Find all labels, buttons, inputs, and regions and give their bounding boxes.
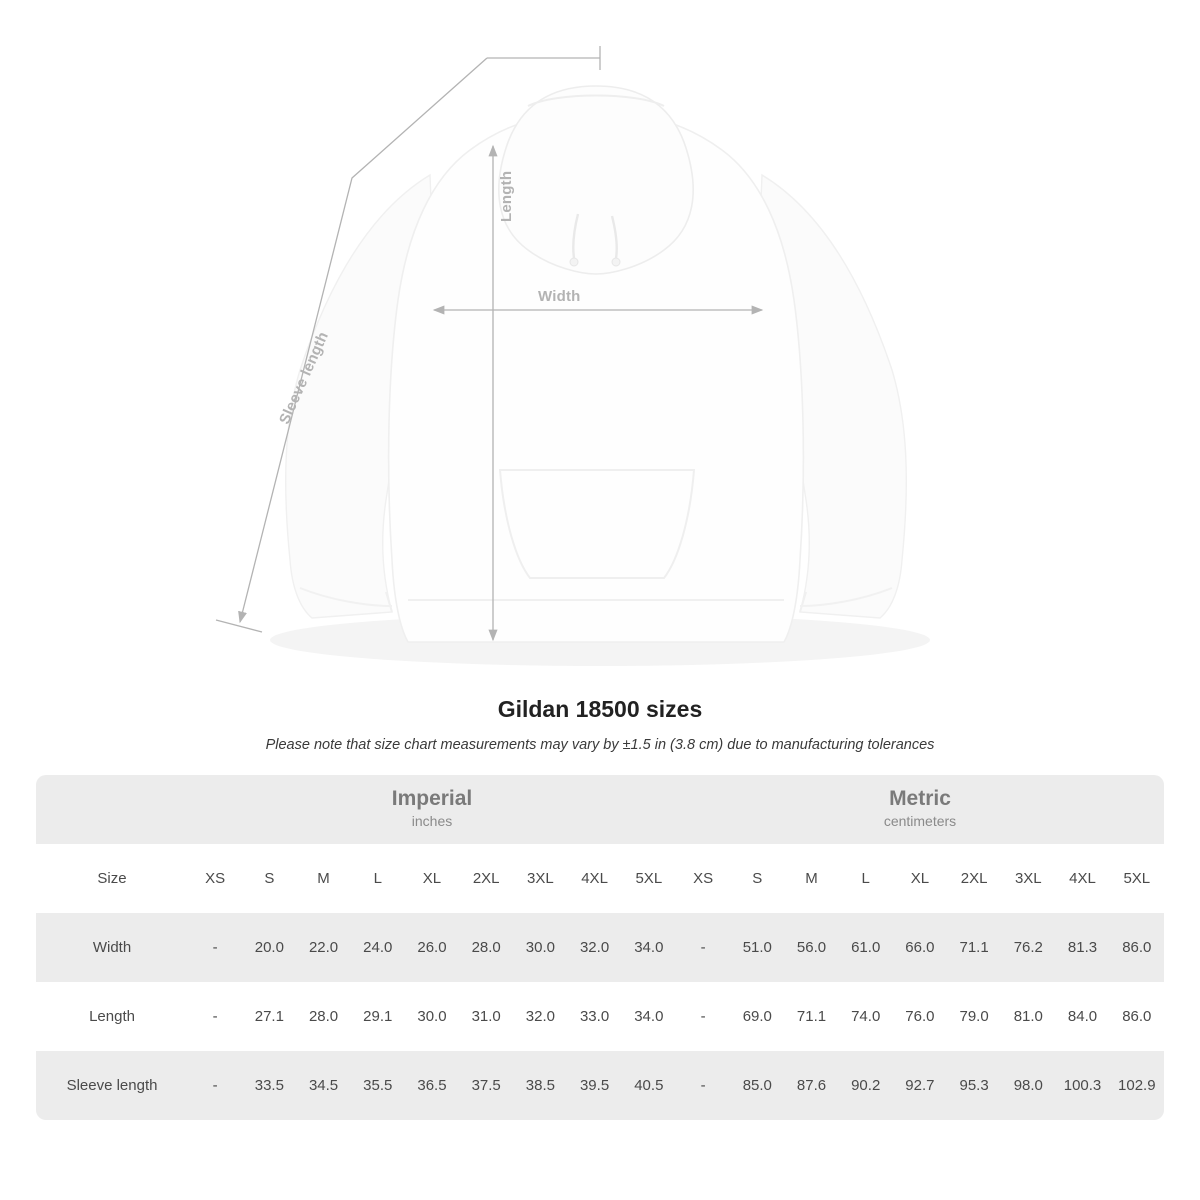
width-metric-m: 56.0 (784, 913, 838, 982)
width-imperial-xl: 26.0 (405, 913, 459, 982)
sleeve-imperial-2xl: 37.5 (459, 1051, 513, 1120)
sleeve-imperial-s: 33.5 (242, 1051, 296, 1120)
size-cell-imperial-xl: XL (405, 844, 459, 913)
length-metric-m: 71.1 (784, 982, 838, 1051)
tolerance-note: Please note that size chart measurements may vary by ±1.5 in (3.8 cm) due to manufacturing tolerances (265, 737, 935, 753)
row-label-length: Length (36, 982, 188, 1051)
width-metric-xl: 66.0 (893, 913, 947, 982)
length-metric-s: 69.0 (730, 982, 784, 1051)
width-metric-s: 51.0 (730, 913, 784, 982)
size-cell-imperial-xs: XS (188, 844, 242, 913)
size-cell-metric-4xl: 4XL (1055, 844, 1109, 913)
size-table (36, 775, 1164, 1120)
width-metric-2xl: 71.1 (947, 913, 1001, 982)
metric-unit: centimeters (883, 813, 957, 830)
size-cell-imperial-5xl: 5XL (622, 844, 676, 913)
width-imperial-l: 24.0 (351, 913, 405, 982)
sleeve-imperial-xs: - (188, 1051, 242, 1120)
size-cell-metric-2xl: 2XL (947, 844, 1001, 913)
size-cell-imperial-4xl: 4XL (567, 844, 621, 913)
size-cell-metric-5xl: 5XL (1110, 844, 1164, 913)
length-imperial-s: 27.1 (242, 982, 296, 1051)
length-metric-l: 74.0 (839, 982, 893, 1051)
size-cell-imperial-s: S (242, 844, 296, 913)
chart-heading (0, 696, 1200, 753)
unit-system-header-row (36, 775, 1164, 844)
length-imperial-2xl: 31.0 (459, 982, 513, 1051)
size-cell-metric-m: M (784, 844, 838, 913)
sleeve-length-dimension-label: Sleeve length (276, 329, 332, 427)
length-imperial-4xl: 33.0 (567, 982, 621, 1051)
size-header-row (36, 844, 1164, 913)
table-row-length (36, 982, 1164, 1051)
length-metric-xl: 76.0 (893, 982, 947, 1051)
width-metric-3xl: 76.2 (1001, 913, 1055, 982)
length-imperial-m: 28.0 (296, 982, 350, 1051)
table-row-width (36, 913, 1164, 982)
width-metric-5xl: 86.0 (1110, 913, 1164, 982)
sleeve-imperial-3xl: 38.5 (513, 1051, 567, 1120)
size-cell-imperial-3xl: 3XL (513, 844, 567, 913)
length-metric-5xl: 86.0 (1110, 982, 1164, 1051)
width-metric-4xl: 81.3 (1055, 913, 1109, 982)
size-cell-imperial-2xl: 2XL (459, 844, 513, 913)
imperial-group-header (188, 775, 676, 844)
table-corner-cell (36, 775, 188, 844)
sleeve-metric-5xl: 102.9 (1110, 1051, 1164, 1120)
width-metric-l: 61.0 (839, 913, 893, 982)
length-imperial-xl: 30.0 (405, 982, 459, 1051)
page-title: Gildan 18500 sizes (497, 696, 703, 722)
sleeve-metric-xs: - (676, 1051, 730, 1120)
sleeve-metric-4xl: 100.3 (1055, 1051, 1109, 1120)
row-label-sleeve-length: Sleeve length (36, 1051, 188, 1120)
width-metric-xs: - (676, 913, 730, 982)
length-imperial-5xl: 34.0 (622, 982, 676, 1051)
length-metric-2xl: 79.0 (947, 982, 1001, 1051)
width-imperial-2xl: 28.0 (459, 913, 513, 982)
size-header-cell: Size (36, 844, 188, 913)
length-dimension-label: Length (498, 170, 515, 222)
row-label-width: Width (36, 913, 188, 982)
size-cell-metric-xs: XS (676, 844, 730, 913)
sleeve-metric-2xl: 95.3 (947, 1051, 1001, 1120)
size-table-wrapper (36, 775, 1164, 1120)
width-imperial-4xl: 32.0 (567, 913, 621, 982)
width-imperial-5xl: 34.0 (622, 913, 676, 982)
sleeve-imperial-5xl: 40.5 (622, 1051, 676, 1120)
metric-group-header (676, 775, 1164, 844)
width-imperial-xs: - (188, 913, 242, 982)
width-imperial-3xl: 30.0 (513, 913, 567, 982)
width-dimension-label: Width (538, 288, 581, 305)
width-imperial-m: 22.0 (296, 913, 350, 982)
sleeve-imperial-xl: 36.5 (405, 1051, 459, 1120)
imperial-label: Imperial (391, 786, 473, 810)
size-cell-metric-xl: XL (893, 844, 947, 913)
hoodie-shape (286, 86, 907, 642)
length-imperial-3xl: 32.0 (513, 982, 567, 1051)
size-cell-imperial-m: M (296, 844, 350, 913)
sleeve-metric-l: 90.2 (839, 1051, 893, 1120)
length-metric-4xl: 84.0 (1055, 982, 1109, 1051)
length-metric-xs: - (676, 982, 730, 1051)
size-cell-metric-s: S (730, 844, 784, 913)
table-row-sleeve-length (36, 1051, 1164, 1120)
size-cell-metric-3xl: 3XL (1001, 844, 1055, 913)
sleeve-metric-m: 87.6 (784, 1051, 838, 1120)
imperial-unit: inches (411, 813, 453, 830)
sleeve-metric-s: 85.0 (730, 1051, 784, 1120)
size-cell-metric-l: L (839, 844, 893, 913)
width-imperial-s: 20.0 (242, 913, 296, 982)
sleeve-metric-xl: 92.7 (893, 1051, 947, 1120)
metric-label: Metric (889, 786, 951, 810)
sleeve-imperial-m: 34.5 (296, 1051, 350, 1120)
sleeve-metric-3xl: 98.0 (1001, 1051, 1055, 1120)
sleeve-imperial-l: 35.5 (351, 1051, 405, 1120)
size-cell-imperial-l: L (351, 844, 405, 913)
length-imperial-xs: - (188, 982, 242, 1051)
length-metric-3xl: 81.0 (1001, 982, 1055, 1051)
length-imperial-l: 29.1 (351, 982, 405, 1051)
sleeve-imperial-4xl: 39.5 (567, 1051, 621, 1120)
